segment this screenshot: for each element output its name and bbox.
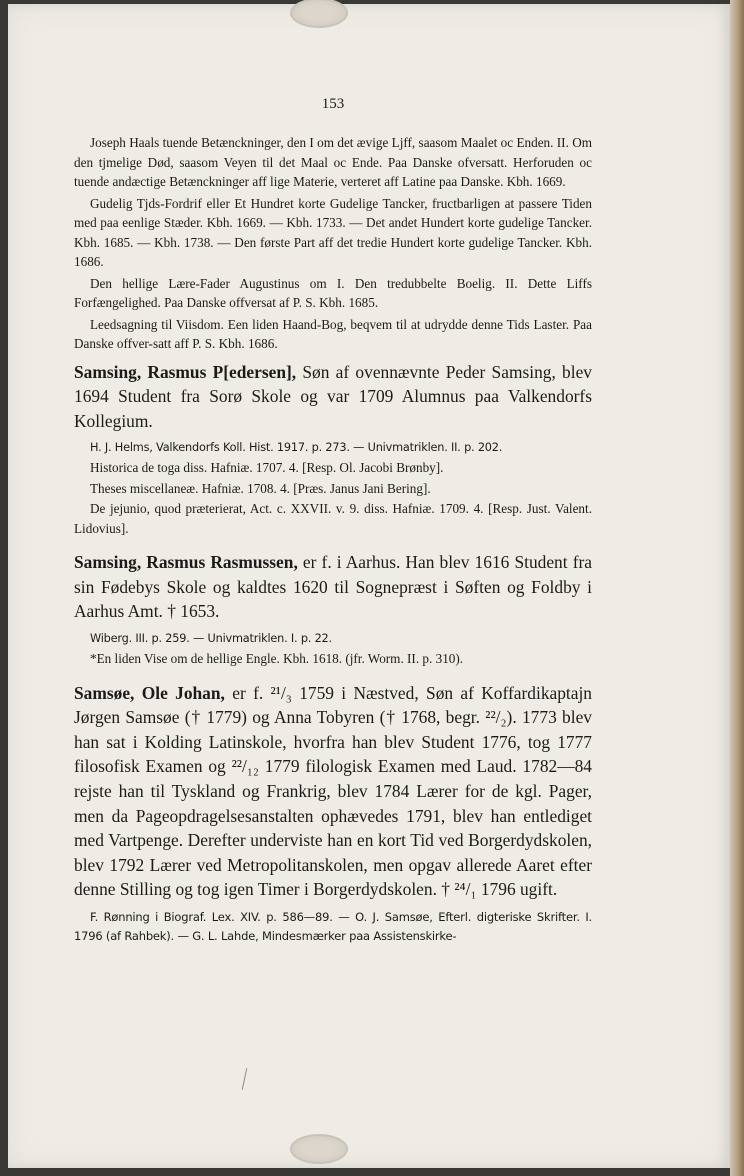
entry-references: H. J. Helms, Valkendorfs Koll. Hist. 1917. p. 273. — Univmatriklen. II. p. 202. (90, 441, 503, 455)
work-item: De jejunio, quod præterierat, Act. c. XXVII. v. 9. diss. Hafniæ. 1709. 4. [Resp. Just. Valent. Lidovius]. (74, 501, 592, 536)
work-item: Historica de toga diss. Hafniæ. 1707. 4. [Resp. Ol. Jacobi Brønby]. (90, 460, 444, 476)
work-item: Theses miscellaneæ. Hafniæ. 1708. 4. [Præs. Janus Jani Bering]. (90, 480, 431, 496)
entry-samsing-rasmussen (74, 550, 592, 624)
entry-references: Wiberg. III. p. 259. — Univmatriklen. I. p. 22. (90, 632, 332, 646)
haals-work-3: Den hellige Lære-Fader Augustinus om I. Den tredubbelte Boelig. II. Dette Liffs Forfængelighed. Paa Danske offversat af P. S. Kbh. 1685. (74, 275, 592, 310)
entry-samsoe (74, 681, 592, 902)
haals-work-2: Gudelig Tjds-Fordrif eller Et Hundret korte Gudelige Tancker, fructbarligen at passere Tiden med paa eenlige Stæder. Kbh. 1669. — Kbh. 1733. — Det andet Hundert korte gudelige Tancker. Kbh. 1685. — Kbh. 1738. — Den første Part aff det tredie Hundert korte gudelige Tancker. Kbh. 1686. (74, 195, 592, 269)
entry-bio: Søn af ovennævnte Peder Samsing, blev 1694 Student fra Sorø Skole og var 1709 Alumnus paa Valkendorfs Kollegium. (74, 361, 592, 431)
entry-heading: Samsøe, Ole Johan, (74, 682, 225, 703)
book-page (8, 4, 730, 1168)
page-number: 153 (321, 96, 345, 112)
binding-hole-bottom (290, 1134, 348, 1164)
entry-bio: er f. ²¹/₃ 1759 i Næstved, Søn af Koffardikaptajn Jørgen Samsøe († 1779) og Anna Tobyren († 1768, begr. ²²/₂). 1773 blev han sat i Kolding Latinskole, hvorfra han blev Student 1776, tog 1777 filosofisk Examen og ²²/₁₂ 1779 filologisk Examen med Laud. 1782—84 rejste han til Tyskland og Frankrig, blev 1784 Lærer for de kgl. Pager, men da Pageopdragelsesanstalten ophævedes 1791, blev han entlediget med Vartpenge. Derefter underviste han en kort Tid ved Borgerdydskolen, blev 1792 Lærer ved Metropolitanskolen, men opgav allerede Aaret efter denne Stilling og tog igen Timer i Borgerdydskolen. † ²⁴/₁ 1796 ugift. (74, 682, 592, 900)
entry-bio: er f. i Aarhus. Han blev 1616 Student fra sin Fødebys Skole og kaldtes 1620 til Sognepræst i Søften og Foldby i Aarhus Amt. † 1653. (74, 552, 592, 622)
haals-work-4: Leedsagning til Viisdom. Een liden Haand-Bog, beqvem til at udrydde denne Tids Laster. Paa Danske offver-satt aff P. S. Kbh. 1686. (74, 316, 592, 351)
entry-references: F. Rønning i Biograf. Lex. XIV. p. 586—89. — O. J. Samsøe, Efterl. digteriske Skrifter. I. 1796 (af Rahbek). — G. L. Lahde, Mindesmærker paa Assistenskirke- (74, 909, 592, 943)
pencil-mark (242, 1068, 248, 1090)
binding-hole-top (290, 0, 348, 28)
entry-samsing-pedersen (74, 360, 592, 434)
entry-heading: Samsing, Rasmus Rasmussen, (74, 552, 298, 573)
book-edge (730, 0, 744, 1176)
page-content (74, 96, 592, 946)
work-item: *En liden Vise om de hellige Engle. Kbh. 1618. (jfr. Worm. II. p. 310). (90, 651, 464, 667)
entry-heading: Samsing, Rasmus P[edersen], (74, 361, 297, 382)
haals-work-1: Joseph Haals tuende Betænckninger, den I om det ævige Ljff, saasom Maalet oc Enden. II. Om den tjmelige Død, saasom Veyen til det Maal oc Ende. Paa Danske ofversatt. Herforuden oc tuende andæctige Betænckninger aff lige Materie, verteret aff Latine paa Danske. Kbh. 1669. (74, 135, 592, 189)
